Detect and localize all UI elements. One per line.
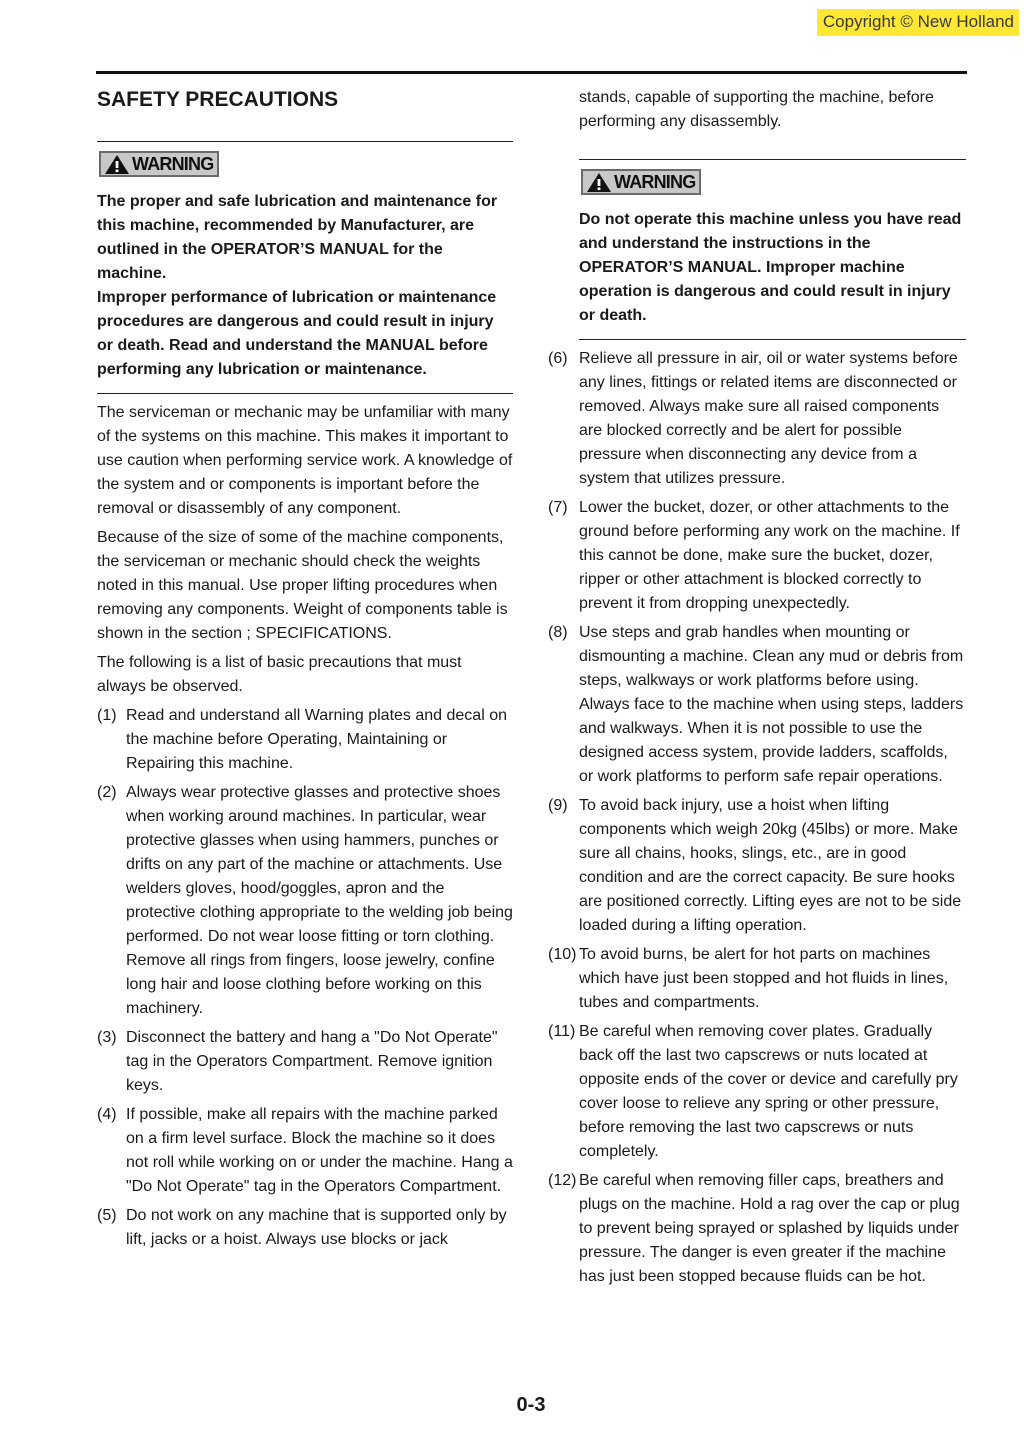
list-item (97, 1026, 513, 1098)
warning-triangle-icon (104, 154, 130, 175)
list-item (97, 781, 513, 1021)
precaution-list-left (97, 704, 513, 1252)
continued-text: stands, capable of supporting the machine, before performing any disassembly. (579, 89, 934, 130)
divider (579, 159, 966, 160)
warning-triangle-icon (586, 172, 612, 193)
intro-paragraph: The serviceman or mechanic may be unfamiliar with many of the systems on this machine. This makes it important to use caution when performing service work. A knowledge of the system and or components is important before the removal or disassembly of any component. (97, 403, 513, 517)
left-column (97, 76, 513, 1257)
item-number: (11) (548, 1022, 576, 1040)
item-text: To avoid back injury, use a hoist when lifting components which weigh 20kg (45lbs) or more. Make sure all chains, hooks, slings, etc., are in good condition and are the correct capacity. Be sure hooks are positioned correctly. Lifting eyes are not to be side loaded during a lifting operation. (579, 796, 962, 934)
warning-message (97, 190, 513, 382)
item-number: (6) (548, 349, 568, 367)
item-text: Read and understand all Warning plates and decal on the machine before Operating, Maintaining or Repairing this machine. (126, 706, 507, 772)
list-item (97, 1204, 513, 1252)
divider (579, 339, 966, 340)
list-item (548, 794, 966, 938)
warning-text-1: The proper and safe lubrication and maintenance for this machine, recommended by Manufacturer, are outlined in the OPERATOR’S MANUAL for the machine. (97, 192, 498, 282)
item-text: Be careful when removing filler caps, breathers and plugs on the machine. Hold a rag over the cap or plug to prevent being sprayed or splashed by liquids under pressure. The danger is even greater if the machine has just been stopped because fluids can be hot. (579, 1171, 960, 1285)
list-item (548, 347, 966, 491)
divider (97, 141, 513, 142)
item-number: (1) (97, 706, 117, 724)
list-item (548, 1020, 966, 1164)
item-number: (10) (548, 945, 577, 963)
item-text: If possible, make all repairs with the machine parked on a firm level surface. Block the machine so it does not roll while working on or under the machine. Hang a "Do Not Operate" tag in the Operators Compartment. (126, 1105, 513, 1195)
item-number: (2) (97, 783, 117, 801)
precaution-list-right (548, 347, 966, 1289)
item-text: Relieve all pressure in air, oil or water systems before any lines, fittings or related items are disconnected or removed. Always make sure all raised components are blocked correctly and be alert for possible pressure when disconnecting any device from a system that utilizes pressure. (579, 349, 958, 487)
list-item (548, 621, 966, 789)
page-number: 0-3 (516, 1394, 546, 1416)
warning-badge (99, 151, 219, 177)
list-item (548, 943, 966, 1015)
right-column (548, 76, 966, 1294)
item-text: To avoid burns, be alert for hot parts on machines which have just been stopped and hot fluids in lines, tubes and compartments. (579, 945, 949, 1011)
item-text: Be careful when removing cover plates. Gradually back off the last two capscrews or nuts located at opposite ends of the cover or device and carefully pry cover loose to relieve any spring or other pressure, before removing the last two capscrews or nuts completely. (579, 1022, 958, 1160)
intro-paragraph: The following is a list of basic precautions that must always be observed. (97, 653, 462, 695)
item-text: Do not work on any machine that is supported only by lift, jacks or a hoist. Always use blocks or jack (126, 1206, 507, 1248)
header-rule (96, 71, 967, 74)
warning-box (581, 169, 966, 198)
list-item (548, 1169, 966, 1289)
item-number: (9) (548, 796, 568, 814)
list-item (97, 704, 513, 776)
item-number: (5) (97, 1206, 117, 1224)
intro-paragraph: Because of the size of some of the machine components, the serviceman or mechanic should check the weights noted in this manual. Use proper lifting procedures when removing any components. Weight of components table is shown in the section ; SPECIFICATIONS. (97, 528, 508, 642)
warning-label: WARNING (614, 171, 696, 192)
warning-badge (581, 169, 701, 195)
item-text: Use steps and grab handles when mounting or dismounting a machine. Clean any mud or debris from steps, walkways or work platforms before using. Always face to the machine when using steps, ladders and walkways. When it is not possible to use the designed access system, provide ladders, scaffolds, or work platforms to perform safe repair operations. (579, 623, 964, 785)
item-number: (3) (97, 1028, 117, 1046)
item-number: (7) (548, 498, 568, 516)
copyright-badge: Copyright © New Holland (817, 9, 1019, 36)
item-text: Disconnect the battery and hang a "Do Not Operate" tag in the Operators Compartment. Remove ignition keys. (126, 1028, 498, 1094)
list-item (548, 496, 966, 616)
section-title: SAFETY PRECAUTIONS (97, 88, 339, 111)
warning-text-2: Improper performance of lubrication or maintenance procedures are dangerous and could result in injury or death. Read and understand the MANUAL before performing any lubrication or maintenance. (97, 288, 497, 378)
warning-label: WARNING (132, 153, 214, 174)
list-item (97, 1103, 513, 1199)
item-number: (8) (548, 623, 568, 641)
item-number: (12) (548, 1171, 577, 1189)
intro-section (97, 401, 513, 699)
divider (97, 393, 513, 394)
item-text: Always wear protective glasses and protective shoes when working around machines. In particular, wear protective glasses when using hammers, punches or drifts on any part of the machine or attachments. Use welders gloves, hood/goggles, apron and the protective clothing appropriate to the welding job being performed. Do not wear loose fitting or torn clothing. Remove all rings from fingers, loose jewelry, confine long hair and loose clothing before working on this machinery. (126, 783, 513, 1017)
warning-box (99, 151, 513, 180)
item-number: (4) (97, 1105, 117, 1123)
item-text: Lower the bucket, dozer, or other attachments to the ground before performing any work on the machine. If this cannot be done, make sure the bucket, dozer, ripper or other attachment is blocked correctly to prevent it from dropping unexpectedly. (579, 498, 960, 612)
warning-text: Do not operate this machine unless you have read and understand the instructions in the OPERATOR’S MANUAL. Improper machine operation is dangerous and could result in injury or death. (579, 210, 962, 324)
